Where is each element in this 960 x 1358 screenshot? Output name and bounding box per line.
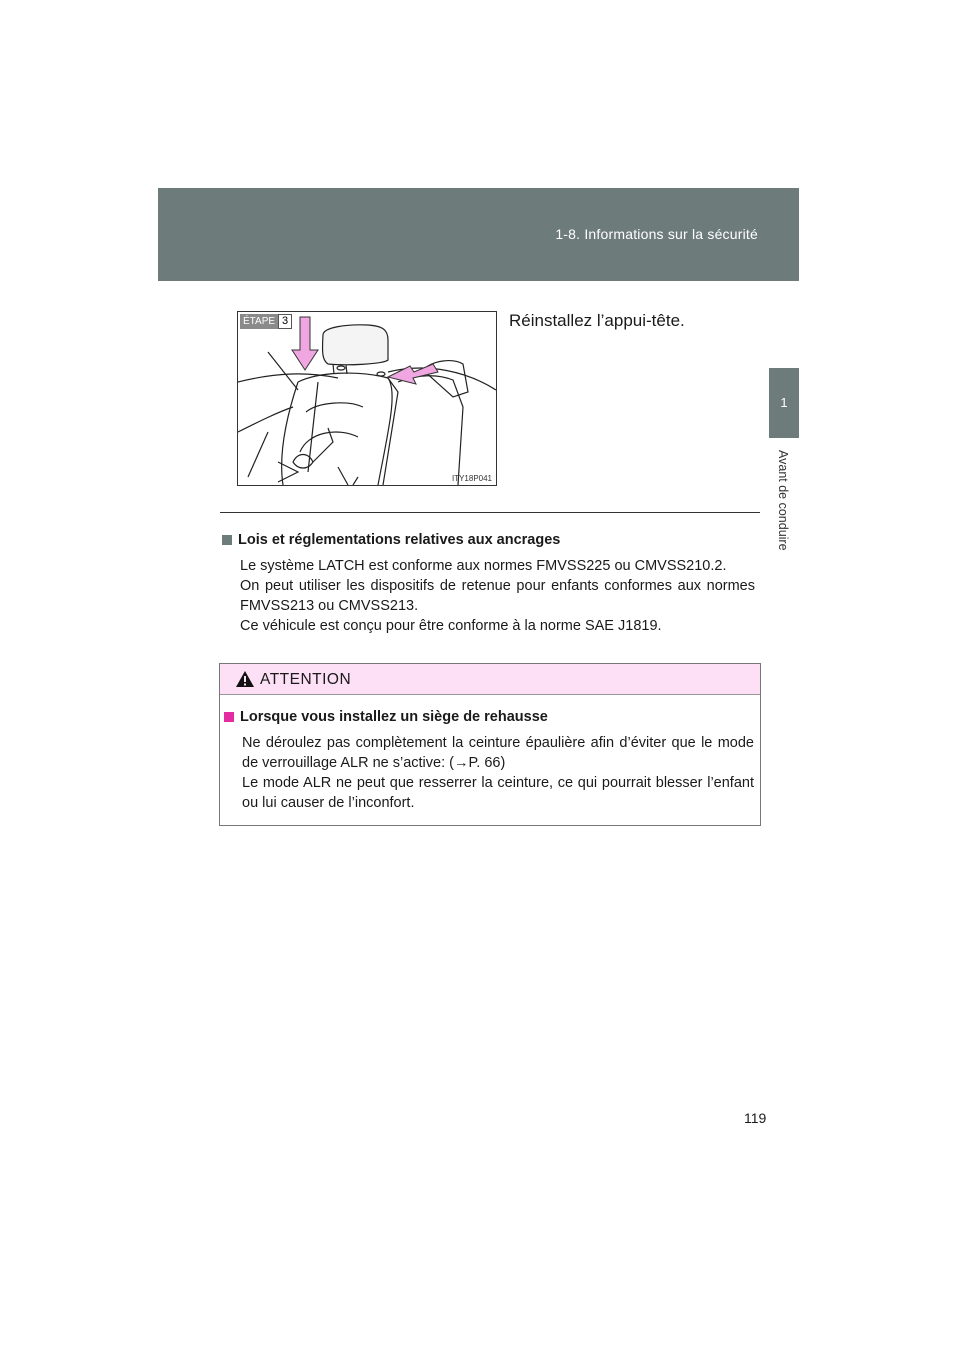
warning-body: [242, 733, 754, 813]
info-note: [222, 530, 755, 636]
section-title: 1-8. Informations sur la sécurité: [555, 226, 758, 242]
warning-line: Le mode ALR ne peut que resserrer la ceinture, ce qui pourrait blesser l’enfant ou lui causer de l’inconfort.: [242, 775, 754, 811]
header-band: [158, 188, 799, 281]
seat-drawing: [238, 312, 496, 485]
warning-header: [220, 664, 760, 695]
note-body: [240, 556, 755, 636]
warning-line: Ne déroulez pas complètement la ceinture épaulière afin d’éviter que le mode de verrouillage ALR ne s’active: (→P. 66): [242, 735, 754, 771]
chapter-label: [774, 450, 794, 580]
page-number: 119: [744, 1110, 767, 1126]
figure-code: ITY18P041: [451, 474, 492, 483]
warning-title: ATTENTION: [260, 671, 352, 688]
warning-heading-text: Lorsque vous installez un siège de rehausse: [240, 709, 548, 725]
warning-box: [219, 663, 761, 826]
section-divider: [220, 512, 760, 513]
step-label: ÉTAPE: [240, 314, 278, 329]
headrest-illustration: [237, 311, 497, 486]
square-bullet-icon: [224, 712, 234, 722]
step-badge: [240, 314, 292, 329]
warning-heading: [224, 707, 754, 727]
step-number: 3: [278, 314, 292, 329]
warning-content: [220, 695, 760, 813]
square-bullet-icon: [222, 535, 232, 545]
chapter-tab: 1: [769, 368, 799, 438]
chapter-label-text: Avant de conduire: [776, 450, 790, 551]
note-heading: [222, 530, 755, 550]
warning-triangle-icon: [235, 670, 255, 688]
note-heading-text: Lois et réglementations relatives aux ancrages: [238, 532, 561, 548]
note-line: On peut utiliser les dispositifs de retenue pour enfants conformes aux normes FMVSS213 ou CMVSS213.: [240, 578, 755, 614]
note-line: Le système LATCH est conforme aux normes FMVSS225 ou CMVSS210.2.: [240, 558, 727, 574]
step-instruction: Réinstallez l’appui-tête.: [509, 311, 685, 330]
note-line: Ce véhicule est conçu pour être conforme à la norme SAE J1819.: [240, 618, 662, 634]
